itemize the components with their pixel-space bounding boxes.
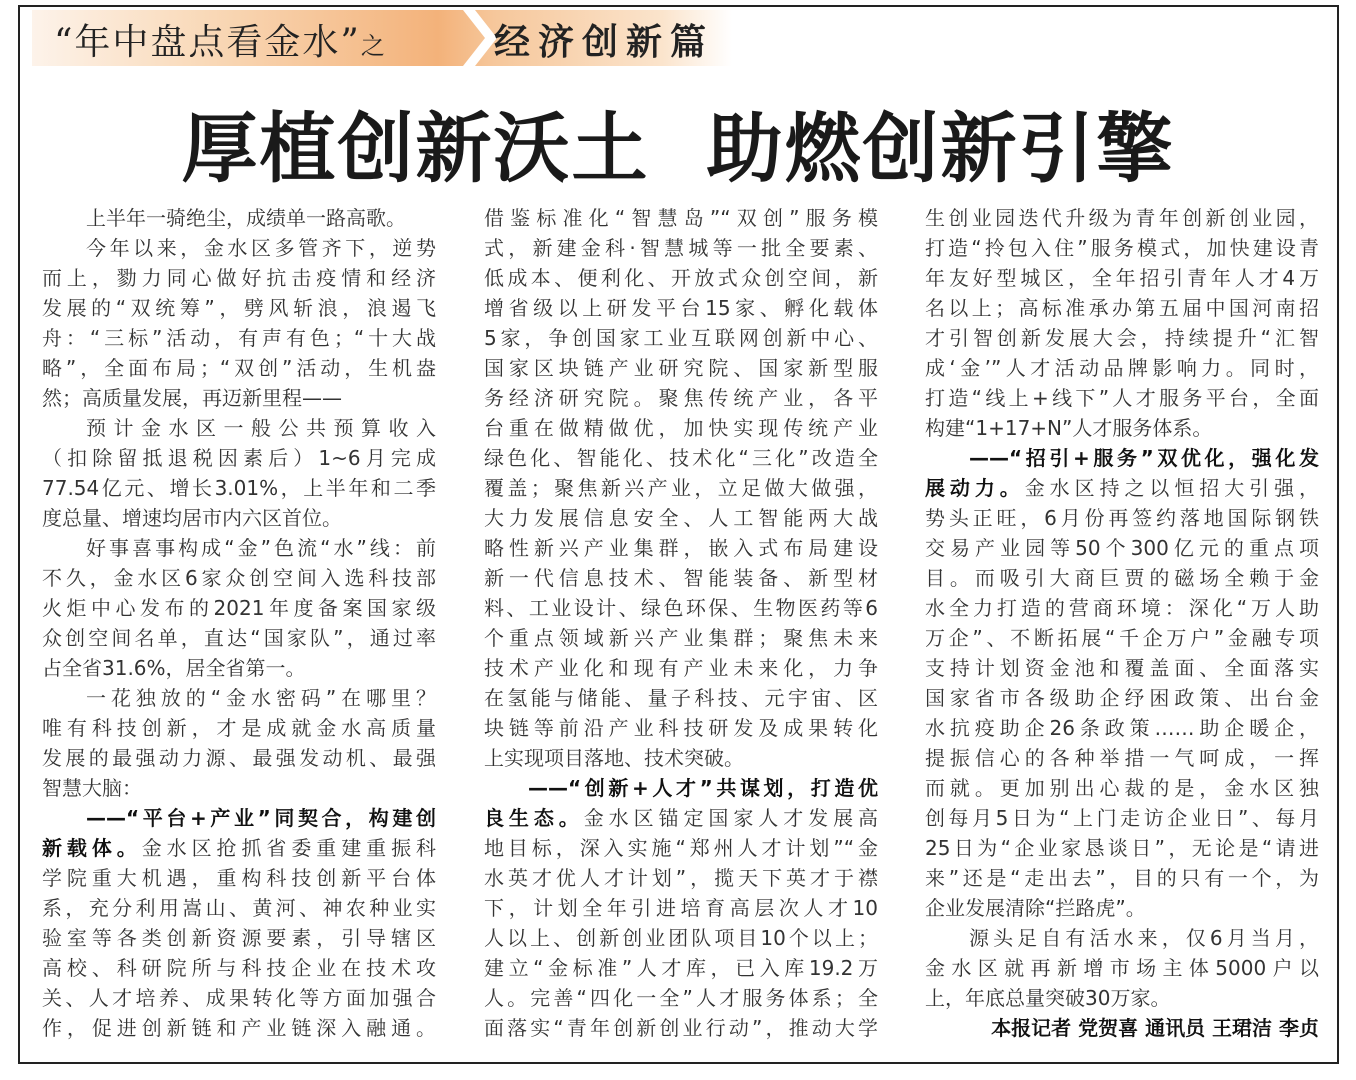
article-paragraph [925, 923, 1319, 1013]
article-paragraph [484, 773, 878, 1043]
section-title: 经济创新篇 [494, 21, 715, 63]
text-line: 然；高质量发展，再迈新里程—— [42, 386, 342, 410]
text-line: 低成本、便利化、开放式众创空间，新 [484, 266, 878, 290]
text-line: 来”还是“走出去”，目的只有一个，为 [925, 866, 1319, 890]
article-column-3 [925, 203, 1319, 1043]
text-line: 源头足自有活水来，仅6月当月， [969, 926, 1319, 950]
article-headline: 厚植创新沃土 助燃创新引擎 [181, 104, 1175, 193]
text-line: 建立“金标准”人才库，已入库19.2万 [484, 956, 878, 980]
text-line: 式，新建金科·智慧城等一批全要素、 [484, 236, 878, 260]
text-line: 上，年底总量突破30万家。 [925, 986, 1171, 1010]
text-line: 今年以来，金水区多管齐下，逆势 [86, 236, 436, 260]
text-line: 77.54亿元、增长3.01%，上半年和二季 [42, 476, 436, 500]
article-paragraph [42, 203, 436, 233]
subheading-text: 新载体。 [42, 836, 142, 860]
text-line: 绿色化、智能化、技术化“三化”改造全 [484, 446, 878, 470]
text-line: 水抗疫助企26条政策……助企暖企， [925, 716, 1319, 740]
text-line: 而上，勠力同心做好抗击疫情和经济 [42, 266, 436, 290]
text-line: 块链等前沿产业科技研发及成果转化 [484, 716, 878, 740]
text-line: （扣除留抵退税因素后）1~6月完成 [42, 446, 436, 470]
text-line: 目。而吸引大商巨贾的磁场全赖于金 [925, 566, 1319, 590]
text-line: 作，促进创新链和产业链深入融通。 [42, 1016, 436, 1040]
text-line: 国家区块链产业研究院、国家新型服 [484, 356, 878, 380]
text-line: 大力发展信息安全、人工智能两大战 [484, 506, 878, 530]
text-line: 发展的最强动力源、最强发动机、最强 [42, 746, 436, 770]
body-text: 金水区持之以恒招大引强， [1024, 476, 1320, 500]
text-line: 下，计划全年引进培育高层次人才10 [484, 896, 878, 920]
text-line: 万企”、不断拓展“千企万户”金融专项 [925, 626, 1319, 650]
text-line: 关、人才培养、成果转化等方面加强合 [42, 986, 436, 1010]
subheading-text: ——“招引+服务”双优化，强化发 [969, 446, 1319, 470]
text-line [42, 833, 436, 863]
text-line: 才引智创新发展大会，持续提升“汇智 [925, 326, 1319, 350]
text-line: 而就。更加别出心裁的是，金水区独 [925, 776, 1319, 800]
text-line: 好事喜事构成“金”色流“水”线：前 [86, 536, 436, 560]
text-line: 25日为“企业家恳谈日”，无论是“请进 [925, 836, 1319, 860]
article-paragraph [925, 443, 1319, 923]
text-line [925, 473, 1319, 503]
text-line: 舟：“三标”活动，有声有色；“十大战 [42, 326, 436, 350]
text-line: 5家，争创国家工业互联网创新中心、 [484, 326, 878, 350]
text-line: 料、工业设计、绿色环保、生物医药等6 [484, 596, 878, 620]
text-line: 新一代信息技术、智能装备、新型材 [484, 566, 878, 590]
text-line: 略”，全面布局；“双创”活动，生机盎 [42, 356, 436, 380]
series-name: “年中盘点看金水” [54, 22, 361, 63]
text-line: 人。完善“四化一全”人才服务体系；全 [484, 986, 878, 1010]
article-paragraph [42, 233, 436, 413]
text-line [484, 803, 878, 833]
text-line: 智慧大脑： [42, 776, 142, 800]
byline: 本报记者 党贺喜 通讯员 王珺洁 李贞 [991, 1016, 1319, 1040]
text-line: 企业发展清除“拦路虎”。 [925, 896, 1146, 920]
text-line: 火炬中心发布的2021年度备案国家级 [42, 596, 436, 620]
text-line: 生创业园迭代升级为青年创新创业园， [925, 206, 1319, 230]
text-line [925, 443, 1319, 473]
text-line: 务经济研究院。聚焦传统产业，各平 [484, 386, 878, 410]
text-line: 验室等各类创新资源要素，引导辖区 [42, 926, 436, 950]
body-text: 金水区锚定国家人才发展高 [583, 806, 879, 830]
text-line: 成‘金’”人才活动品牌影响力。同时， [925, 356, 1319, 380]
subheading-text: ——“平台+产业”同契合，构建创 [86, 806, 436, 830]
text-line: 唯有科技创新，才是成就金水高质量 [42, 716, 436, 740]
article-paragraph [42, 803, 436, 1043]
text-line: 交易产业园等50个300亿元的重点项 [925, 536, 1319, 560]
text-line: 覆盖；聚焦新兴产业，立足做大做强， [484, 476, 878, 500]
text-line: 面落实“青年创新创业行动”，推动大学 [484, 1016, 878, 1040]
text-line: 增省级以上研发平台15家、孵化载体 [484, 296, 878, 320]
text-line: 占全省31.6%，居全省第一。 [42, 656, 306, 680]
text-line: 地目标，深入实施“郑州人才计划”“金 [484, 836, 878, 860]
text-line: 系，充分利用嵩山、黄河、神农种业实 [42, 896, 436, 920]
article-paragraph [484, 203, 878, 773]
text-line: 众创空间名单，直达“国家队”，通过率 [42, 626, 436, 650]
series-title [54, 14, 387, 65]
series-banner [32, 10, 732, 66]
text-line: 预计金水区一般公共预算收入 [86, 416, 436, 440]
text-line: 在氢能与储能、量子科技、元宇宙、区 [484, 686, 878, 710]
text-line: 人以上、创新创业团队项目10个以上； [484, 926, 878, 950]
article-paragraph [925, 203, 1319, 443]
text-line: 名以上；高标准承办第五届中国河南招 [925, 296, 1319, 320]
text-line: 不久，金水区6家众创空间入选科技部 [42, 566, 436, 590]
article-paragraph [42, 413, 436, 533]
text-line: 上半年一骑绝尘，成绩单一路高歌。 [86, 206, 406, 230]
article-paragraph [42, 683, 436, 803]
text-line [42, 803, 436, 833]
text-line: 技术产业化和现有产业未来化，力争 [484, 656, 878, 680]
subheading-text: 良生态。 [484, 806, 584, 830]
text-line: 构建“1+17+N”人才服务体系。 [925, 416, 1213, 440]
article-column-1 [42, 203, 436, 1043]
article-column-2 [484, 203, 878, 1043]
text-line: 支持计划资金池和覆盖面、全面落实 [925, 656, 1319, 680]
text-line: 一花独放的“金水密码”在哪里？ [86, 686, 436, 710]
text-line: 水全力打造的营商环境：深化“万人助 [925, 596, 1319, 620]
text-line: 年友好型城区，全年招引青年人才4万 [925, 266, 1319, 290]
text-line: 提振信心的各种举措一气呵成，一挥 [925, 746, 1319, 770]
text-line: 略性新兴产业集群，嵌入式布局建设 [484, 536, 878, 560]
text-line: 个重点领域新兴产业集群；聚焦未来 [484, 626, 878, 650]
text-line: 国家省市各级助企纾困政策、出台金 [925, 686, 1319, 710]
text-line [484, 773, 878, 803]
text-line: 借鉴标准化“智慧岛”“双创”服务模 [484, 206, 878, 230]
text-line: 打造“线上+线下”人才服务平台，全面 [925, 386, 1319, 410]
text-line: 台重在做精做优，加快实现传统产业 [484, 416, 878, 440]
text-line: 上实现项目落地、技术突破。 [484, 746, 744, 770]
article-paragraph [42, 533, 436, 683]
text-line: 度总量、增速均居市内六区首位。 [42, 506, 342, 530]
text-line: 水英才优人才计划”，揽天下英才于襟 [484, 866, 878, 890]
text-line: 高校、科研院所与科技企业在技术攻 [42, 956, 436, 980]
text-line: 发展的“双统筹”，劈风斩浪，浪遏飞 [42, 296, 436, 320]
subheading-text: ——“创新+人才”共谋划，打造优 [528, 776, 878, 800]
text-line: 学院重大机遇，重构科技创新平台体 [42, 866, 436, 890]
text-line: 打造“拎包入住”服务模式，加快建设青 [925, 236, 1319, 260]
text-line: 金水区就再新增市场主体5000户以 [925, 956, 1319, 980]
text-line: 势头正旺，6月份再签约落地国际钢铁 [925, 506, 1319, 530]
series-suffix: 之 [360, 32, 387, 60]
text-line: 创每月5日为“上门走访企业日”、每月 [925, 806, 1319, 830]
subheading-text: 展动力。 [925, 476, 1025, 500]
body-text: 金水区抢抓省委重建重振科 [141, 836, 437, 860]
